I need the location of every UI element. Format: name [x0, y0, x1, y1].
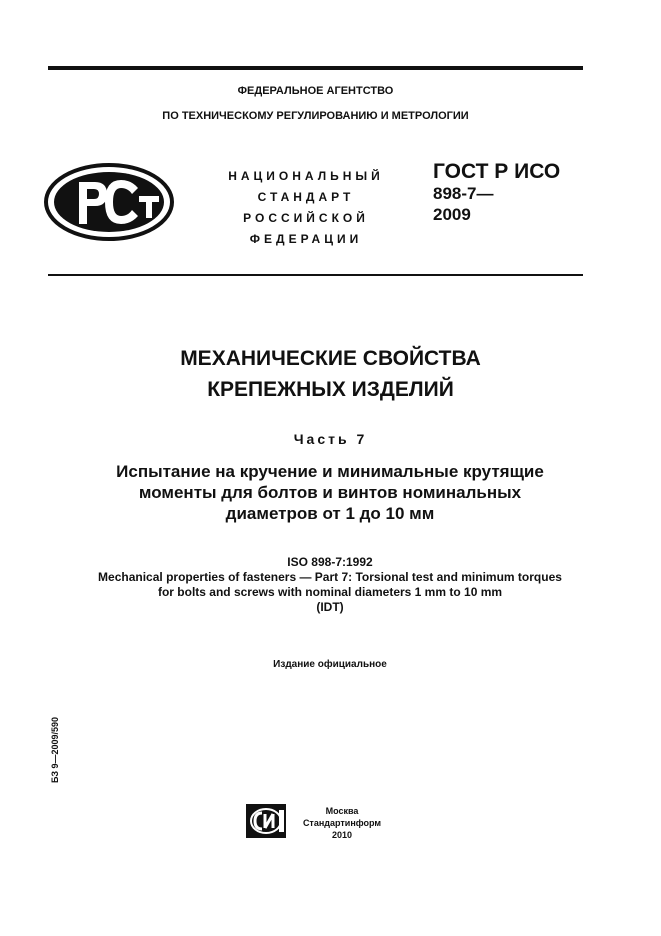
- iso-line3: for bolts and screws with nominal diameters 1 mm to 10 mm: [157, 585, 503, 599]
- agency-name-line2: ПО ТЕХНИЧЕСКОМУ РЕГУЛИРОВАНИЮ И МЕТРОЛОГИИ: [162, 110, 469, 122]
- standard-designation: [433, 160, 560, 225]
- subtitle-line1: Испытание на кручение и минимальные крутящие: [116, 462, 544, 481]
- iso-line4: (IDT): [316, 600, 344, 614]
- standard-type-line: НАЦИОНАЛЬНЫЙ: [228, 169, 384, 183]
- designation-line1: ГОСТ Р ИСО: [433, 160, 561, 183]
- title-line2: КРЕПЕЖНЫХ ИЗДЕЛИЙ: [207, 378, 454, 401]
- document-subtitle: [40, 461, 620, 524]
- iso-line1: ISO 898-7:1992: [287, 555, 373, 569]
- agency-name-line1: ФЕДЕРАЛЬНОЕ АГЕНТСТВО: [237, 85, 394, 97]
- standard-type: [210, 166, 402, 250]
- subtitle-line3: диаметров от 1 до 10 мм: [225, 504, 435, 523]
- part-number: Часть 7: [293, 431, 368, 447]
- designation-line3: 2009: [433, 205, 471, 224]
- title-line1: МЕХАНИЧЕСКИЕ СВОЙСТВА: [180, 347, 481, 370]
- middle-rule: [48, 274, 583, 276]
- iso-line2: Mechanical properties of fasteners — Part 7: Torsional test and minimum torques: [98, 570, 562, 584]
- top-rule: [48, 66, 583, 70]
- edition-label: Издание официальное: [273, 659, 387, 670]
- standard-type-line: СТАНДАРТ: [257, 190, 355, 204]
- side-code: БЗ 9—2009/590: [50, 716, 60, 783]
- document-title: [48, 343, 613, 405]
- imprint-city: Москва: [325, 806, 359, 816]
- designation-line2: 898-7—: [433, 184, 494, 203]
- subtitle-line2: моменты для болтов и винтов номинальных: [138, 483, 522, 502]
- standard-type-line: ФЕДЕРАЦИИ: [249, 232, 363, 246]
- publisher-imprint: [302, 805, 382, 841]
- rst-certification-logo-icon: [43, 162, 175, 242]
- standard-type-line: РОССИЙСКОЙ: [243, 211, 369, 225]
- imprint-publisher: Стандартинформ: [302, 818, 382, 828]
- imprint-year: 2010: [331, 830, 353, 840]
- standartinform-logo-icon: [246, 804, 286, 838]
- iso-reference: [40, 555, 620, 615]
